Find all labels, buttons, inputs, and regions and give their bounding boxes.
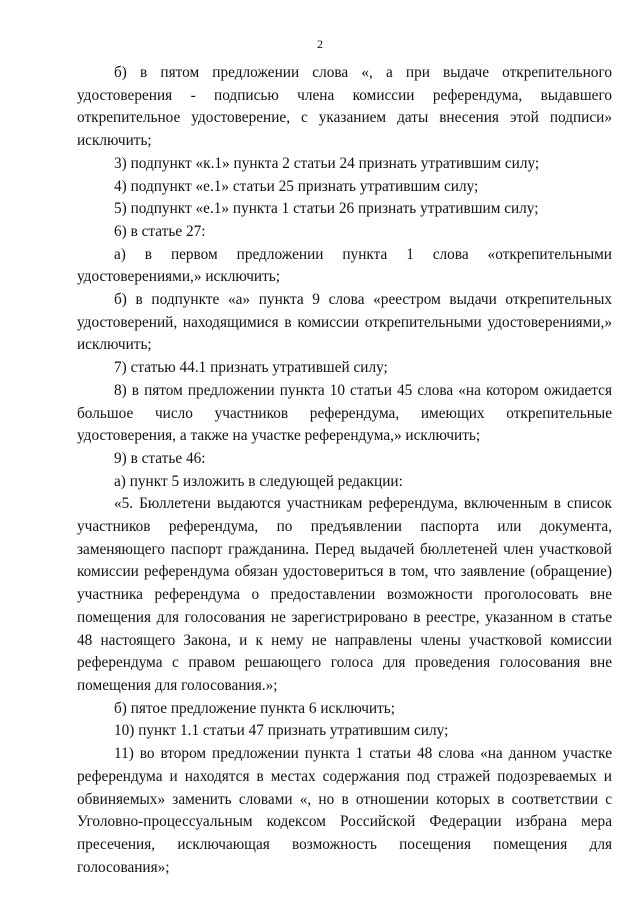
- document-body: [77, 62, 612, 879]
- paragraph-item-8: 8) в пятом предложении пункта 10 статьи 45 слова «на котором ожидается большое число участников референдума, имеющих открепительные удостоверения, а также на участке референдума,» исключить;: [77, 381, 612, 445]
- paragraph-item-6b: б) в подпункте «а» пункта 9 слова «реестром выдачи открепительных удостоверений, находящимися в комиссии открепительными удостоверениями,» исключить;: [77, 291, 612, 354]
- paragraph-item-9: 9) в статье 46:: [114, 449, 206, 467]
- paragraph-item-11: 11) во втором предложении пункта 1 статьи 48 слова «на данном участке референдума и находятся в местах содержания под стражей подозреваемых и обвиняемых» заменить словами «, но в отношении которых в соответствии с Уголовно-процессуальным кодексом Российской Федерации избрана мера пресечения, исключающая возможность посещения помещения для голосования»;: [77, 745, 612, 876]
- page-number: 2: [317, 37, 323, 51]
- paragraph-item-10: 10) пункт 1.1 статьи 47 признать утратившим силу;: [114, 722, 449, 740]
- paragraph-5b-exclude-signature: б) в пятом предложении слова «, а при выдаче открепительного удостоверения - подписью члена комиссии референдума, выдавшего открепительное удостоверение, с указанием даты внесения этой подписи» исключить;: [77, 64, 612, 150]
- paragraph-quoted-point-5: «5. Бюллетени выдаются участникам референдума, включенным в список участников референдума, по предъявлении паспорта или документа, заменяющего паспорт гражданина. Перед выдачей бюллетеней член участковой комиссии референдума обязан удостовериться в том, что заявление (обращение) участника референдума о предоставлении возможности проголосовать вне помещения для голосования не зарегистрировано в реестре, указанном в статье 48 настоящего Закона, и к нему не направлены члены участковой комиссии референдума с правом решающего голоса для проведения голосования вне помещения для голосования.»;: [77, 495, 612, 694]
- paragraph-item-4: 4) подпункт «е.1» статьи 25 признать утратившим силу;: [114, 177, 479, 195]
- paragraph-item-5: 5) подпункт «е.1» пункта 1 статьи 26 признать утратившим силу;: [114, 200, 539, 218]
- paragraph-item-9a: а) пункт 5 изложить в следующей редакции:: [114, 472, 403, 490]
- paragraph-item-6: 6) в статье 27:: [114, 222, 206, 240]
- paragraph-item-6a: а) в первом предложении пункта 1 слова «открепительными удостоверениями,» исключить;: [77, 245, 612, 286]
- paragraph-item-7: 7) статью 44.1 признать утратившей силу;: [114, 359, 388, 377]
- paragraph-item-9b: б) пятое предложение пункта 6 исключить;: [114, 699, 395, 717]
- paragraph-item-3: 3) подпункт «к.1» пункта 2 статьи 24 признать утратившим силу;: [114, 154, 540, 172]
